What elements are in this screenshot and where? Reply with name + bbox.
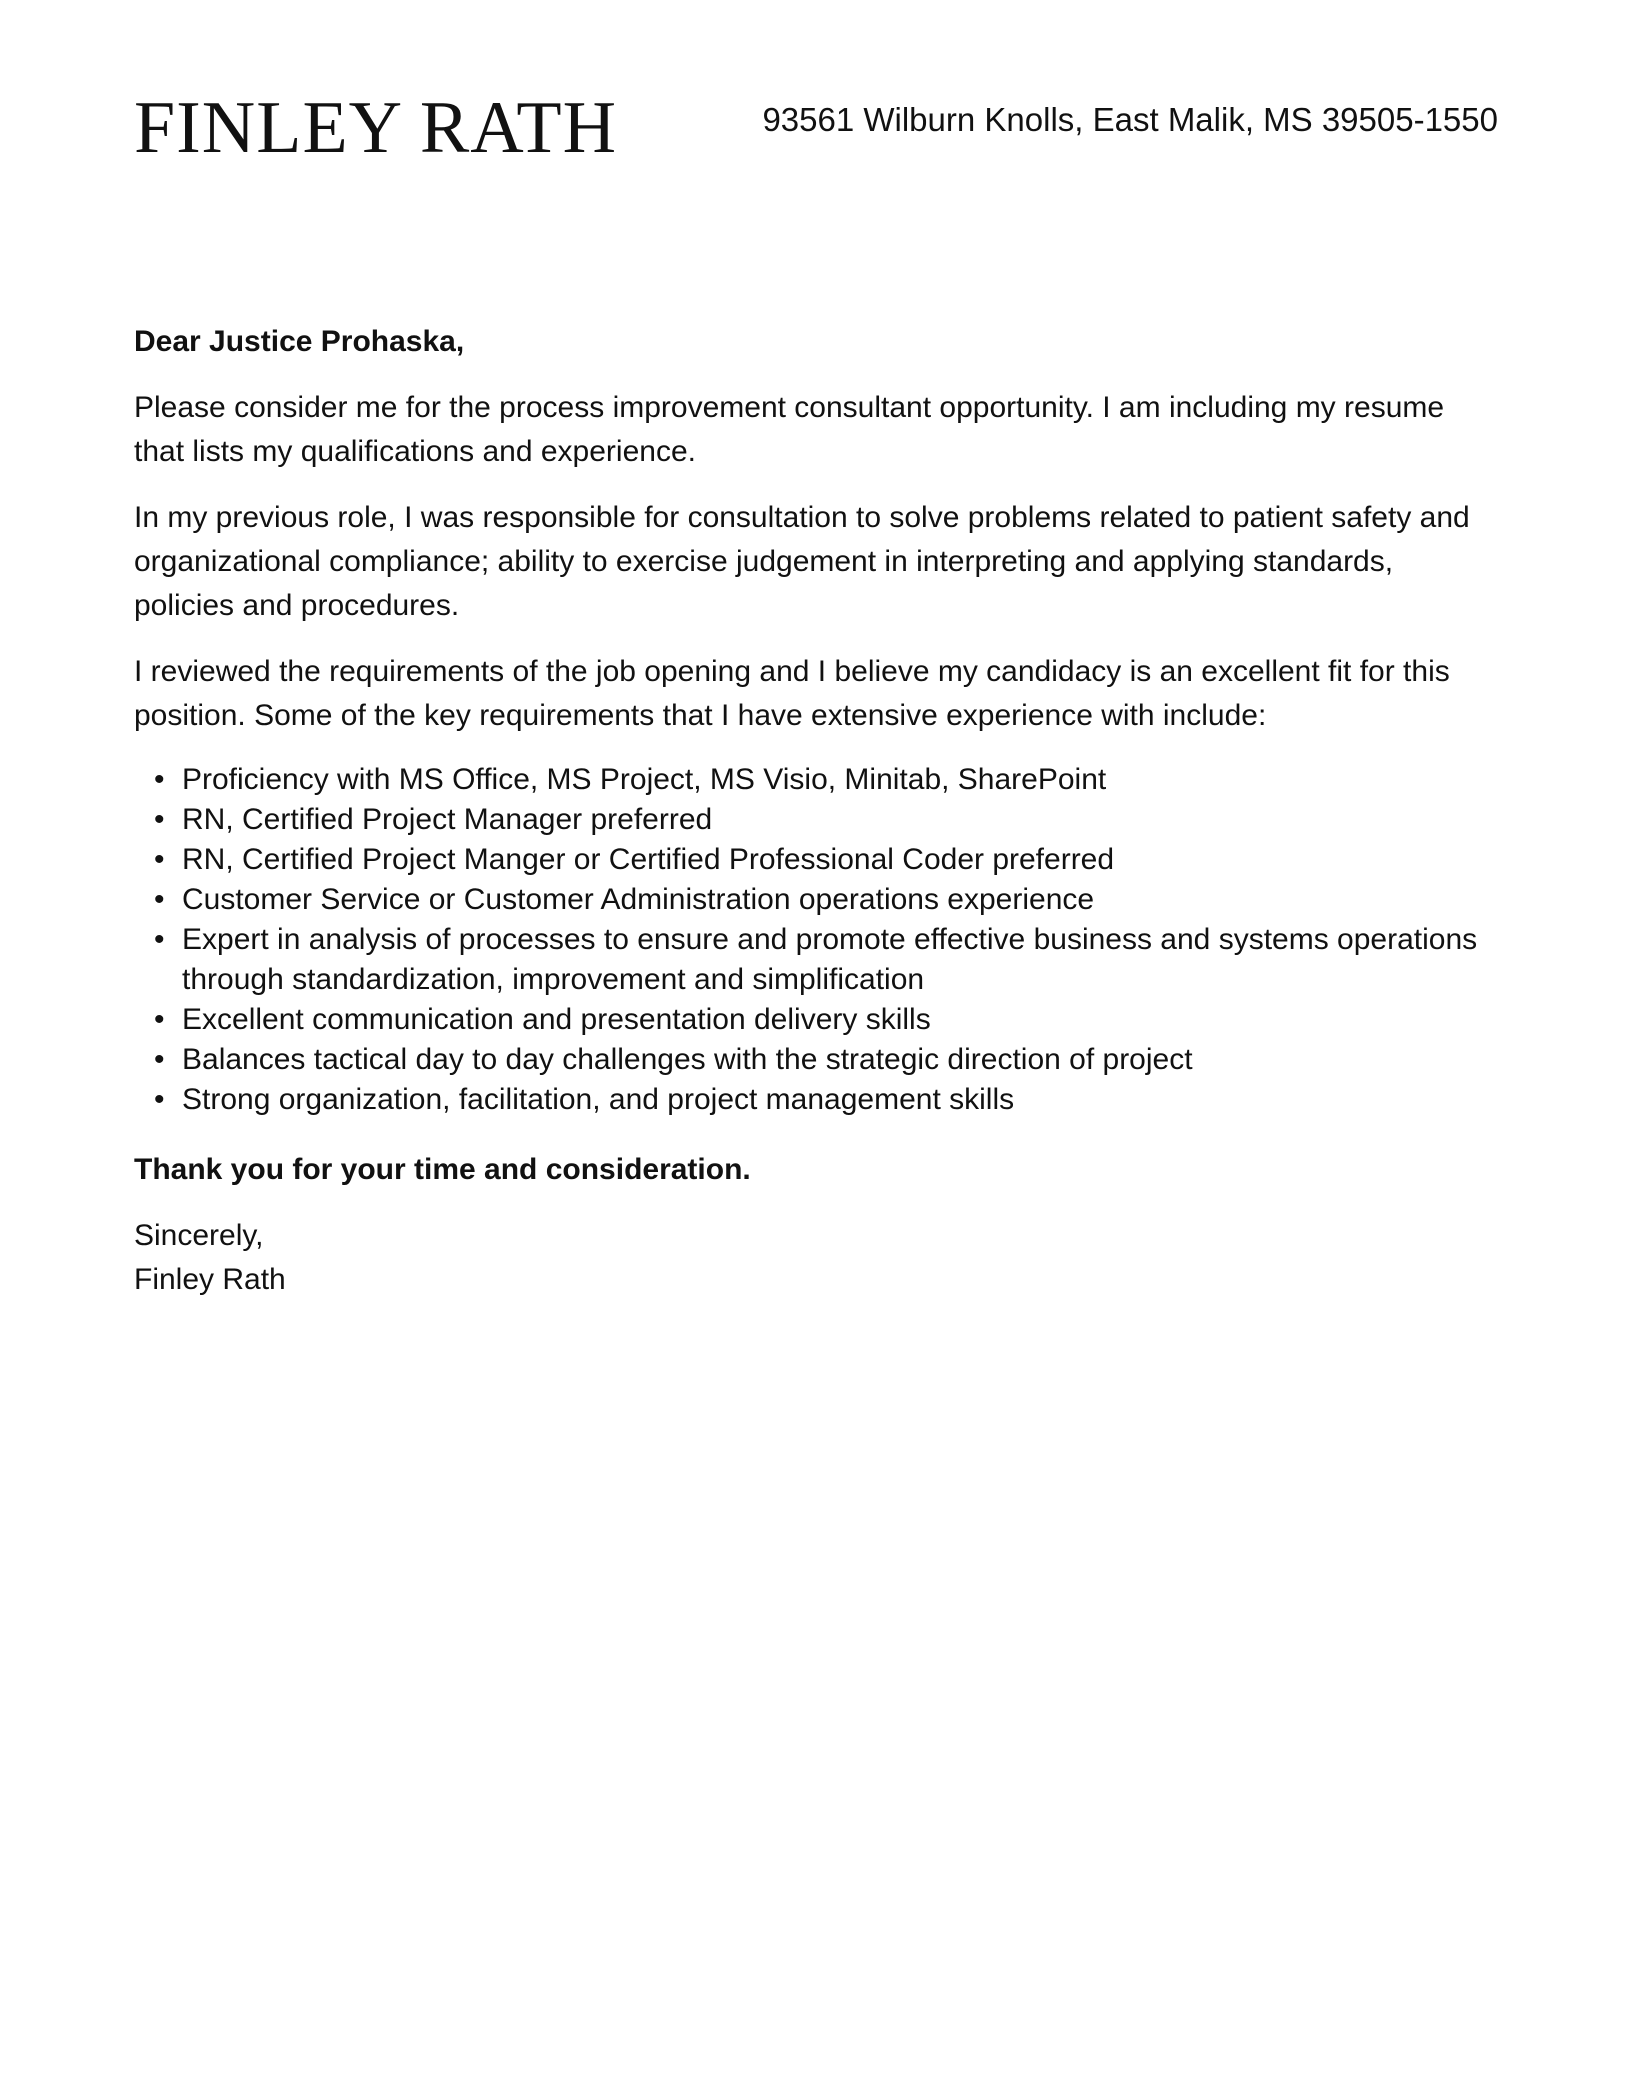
list-item: [134, 840, 1498, 880]
bullet-icon: •: [154, 1003, 165, 1036]
list-item: [134, 1040, 1498, 1080]
bullet-icon: •: [154, 923, 165, 956]
closing-line: Thank you for your time and consideration.: [134, 1153, 751, 1186]
bullet-icon: •: [154, 1083, 165, 1116]
list-item-text: Excellent communication and presentation delivery skills: [182, 1003, 931, 1036]
bullet-icon: •: [154, 803, 165, 836]
list-item: [134, 920, 1498, 1000]
bullet-icon: •: [154, 763, 165, 796]
letter-body: [134, 320, 1498, 1302]
list-item-text: Customer Service or Customer Administration operations experience: [182, 883, 1095, 916]
sender-name: FINLEY RATH: [134, 87, 618, 169]
list-item: [134, 800, 1498, 840]
list-item-text: RN, Certified Project Manger or Certified Professional Coder preferred: [182, 843, 1115, 876]
salutation: Dear Justice Prohaska,: [134, 325, 465, 358]
signature-name: Finley Rath: [134, 1263, 286, 1296]
paragraph-experience: In my previous role, I was responsible for consultation to solve problems related to patient safety and organizational compliance; ability to exercise judgement in interpreting and applying standards, policies and procedures.: [134, 501, 1470, 622]
list-item: [134, 880, 1498, 920]
list-item: [134, 760, 1498, 800]
sender-address: 93561 Wilburn Knolls, East Malik, MS 39505-1550: [762, 101, 1498, 138]
list-item-text: Proficiency with MS Office, MS Project, MS Visio, Minitab, SharePoint: [182, 763, 1107, 796]
list-item: [134, 1000, 1498, 1040]
list-item-text: Balances tactical day to day challenges with the strategic direction of project: [182, 1043, 1193, 1076]
list-item-text: Expert in analysis of processes to ensure and promote effective business and systems operations through standardization, improvement and simplification: [182, 923, 1478, 996]
signoff: Sincerely,: [134, 1219, 264, 1252]
bullet-icon: •: [154, 843, 165, 876]
requirements-list: [134, 760, 1498, 1120]
list-item-text: Strong organization, facilitation, and project management skills: [182, 1083, 1015, 1116]
letter-header: [134, 78, 1498, 178]
bullet-icon: •: [154, 883, 165, 916]
list-item: [134, 1080, 1498, 1120]
list-item-text: RN, Certified Project Manager preferred: [182, 803, 713, 836]
paragraph-requirements: I reviewed the requirements of the job opening and I believe my candidacy is an excellent fit for this position. Some of the key requirements that I have extensive experience with include:: [134, 655, 1450, 732]
bullet-icon: •: [154, 1043, 165, 1076]
paragraph-intro: Please consider me for the process improvement consultant opportunity. I am including my resume that lists my qualifications and experience.: [134, 391, 1445, 468]
